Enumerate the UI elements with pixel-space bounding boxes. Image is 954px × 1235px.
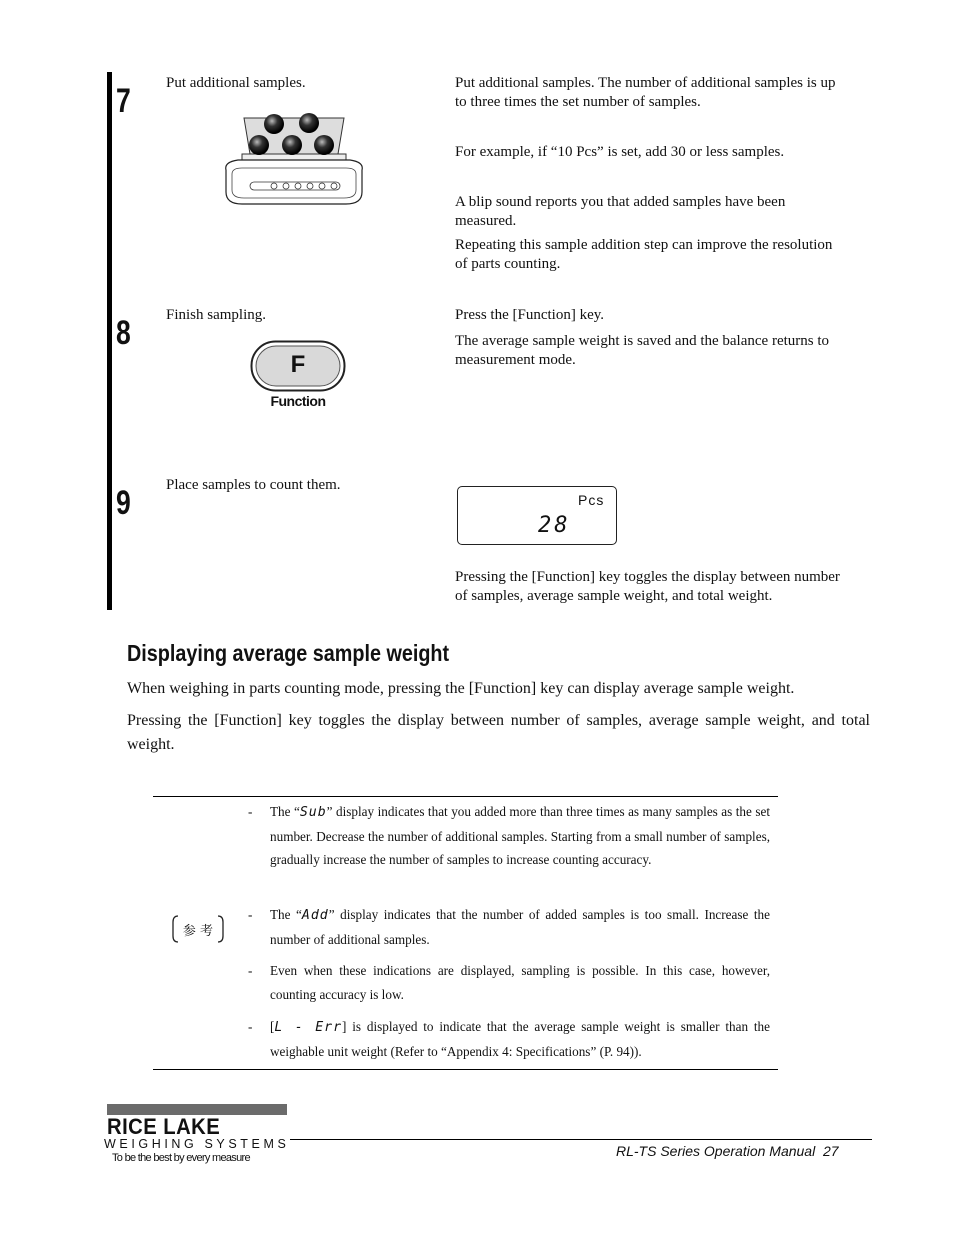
step-8-detail-1: Press the [Function] key. bbox=[455, 307, 605, 323]
reference-note-label: 参 考 bbox=[182, 924, 214, 939]
lerr-display-code: L - Err bbox=[274, 1020, 343, 1035]
display-unit-label: Pcs bbox=[578, 492, 605, 508]
note-item-accuracy: - Even when these indications are displayed, sampling is possible. In this case, however, counting accuracy is low. bbox=[248, 963, 770, 1002]
logo-tagline: To be the best by every measure bbox=[112, 1152, 250, 1164]
footer-rule bbox=[290, 1139, 872, 1140]
display-count-value: 28 bbox=[538, 513, 571, 538]
function-key-icon bbox=[250, 340, 346, 392]
balance-with-samples-illustration bbox=[214, 108, 374, 216]
note-item-sub: - The “Sub” display indicates that you added more than three times as many samples as the set number. Decrease the number of additional samples. Starting from a small number of samples, gradually increase the number of samples to increase counting accuracy. bbox=[248, 804, 770, 867]
pcs-display-panel bbox=[457, 486, 617, 545]
note-item-add: - The “Add” display indicates that the number of added samples is too small. Increase the number of additional samples. bbox=[248, 907, 771, 947]
step-8-detail-2: The average sample weight is saved and the balance returns to measurement mode. bbox=[455, 333, 830, 368]
step-9-detail-1: Pressing the [Function] key toggles the display between number of samples, average sample weight, and total weight. bbox=[455, 569, 840, 604]
rice-lake-logo bbox=[104, 1104, 290, 1166]
reference-note-badge bbox=[171, 914, 225, 944]
step-8-instruction: Finish sampling. bbox=[166, 307, 267, 323]
page-number: 27 bbox=[822, 1143, 839, 1159]
step-number-7: 7 bbox=[116, 82, 131, 120]
section-heading: Displaying average sample weight bbox=[127, 640, 450, 666]
logo-subtitle: WEIGHING SYSTEMS bbox=[104, 1137, 290, 1151]
logo-brand-name: RICE LAKE bbox=[107, 1114, 221, 1139]
step-7-detail-3: A blip sound reports you that added samples have been measured. bbox=[455, 194, 786, 229]
step-9-instruction: Place samples to count them. bbox=[166, 477, 341, 493]
note-top-rule bbox=[153, 796, 778, 797]
note-bottom-rule bbox=[153, 1069, 778, 1070]
note-item-lerr: - [L - Err] is displayed to indicate that the average sample weight is smaller than the weighable unit weight (Refer to “Appendix 4: Specifications” (P. 94)). bbox=[248, 1019, 771, 1059]
step-7-detail-2: For example, if “10 Pcs” is set, add 30 or less samples. bbox=[455, 144, 785, 160]
section-paragraph-2: Pressing the [Function] key toggles the display between number of samples, average sample weight, and total weight. bbox=[127, 712, 870, 753]
function-key-caption: Function bbox=[270, 393, 326, 409]
function-key-letter: F bbox=[290, 351, 306, 378]
add-display-code: Add bbox=[301, 908, 329, 923]
footer-manual-title: RL-TS Series Operation Manual 27 bbox=[616, 1143, 839, 1159]
step-section-bar bbox=[107, 72, 112, 610]
section-paragraph-1: When weighing in parts counting mode, pressing the [Function] key can display average sample weight. bbox=[127, 680, 795, 697]
step-7-detail-1: Put additional samples. The number of additional samples is up to three times the set number of samples. bbox=[455, 75, 836, 110]
step-number-8: 8 bbox=[116, 314, 131, 352]
sub-display-code: Sub bbox=[299, 805, 327, 820]
step-7-instruction: Put additional samples. bbox=[166, 75, 306, 91]
step-7-detail-4: Repeating this sample addition step can improve the resolution of parts counting. bbox=[455, 237, 833, 272]
step-number-9: 9 bbox=[116, 484, 131, 522]
